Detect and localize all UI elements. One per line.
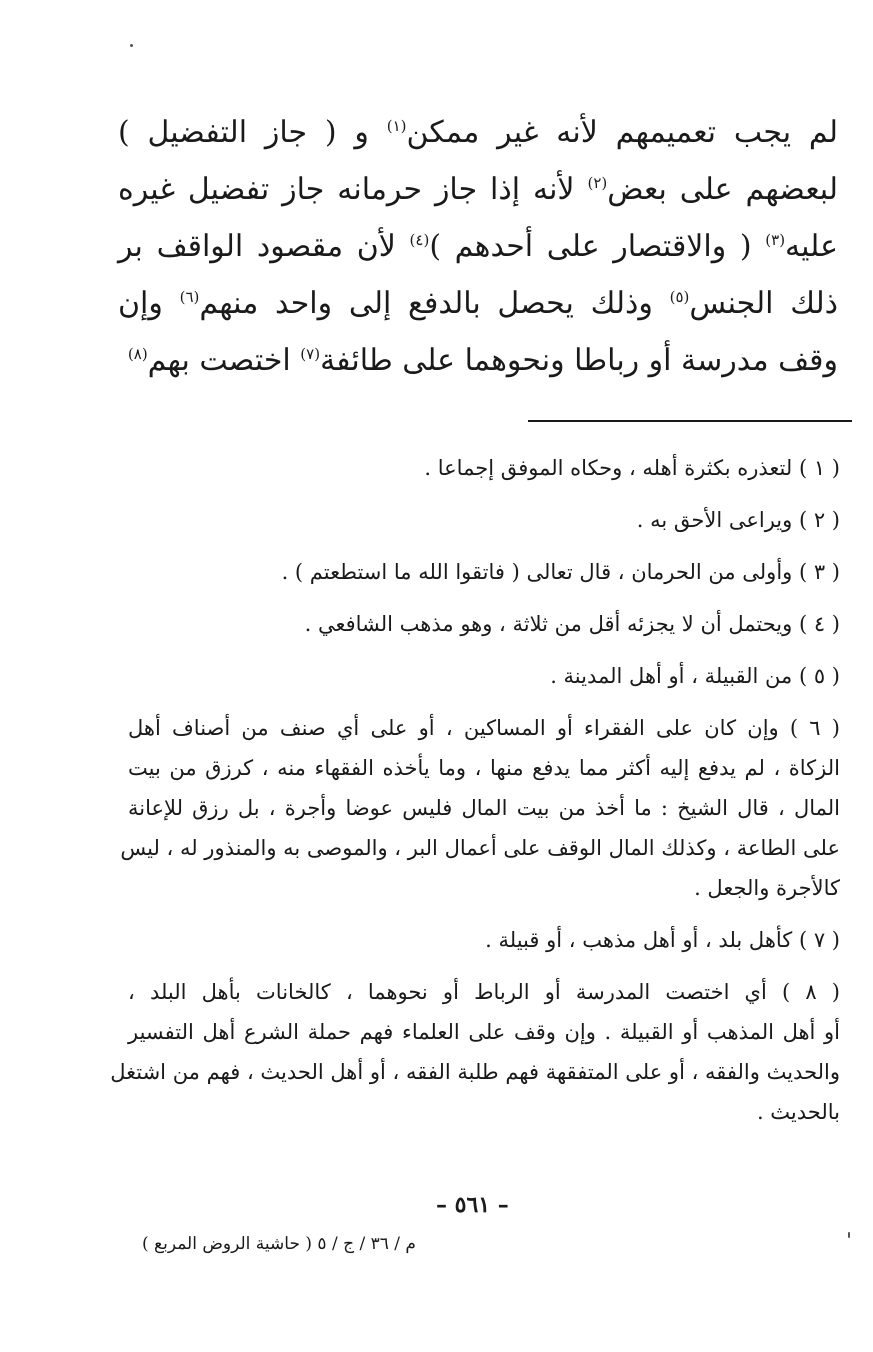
footnote-8	[110, 972, 840, 1132]
footnote-1-line-1: ( ١ ) لتعذره بكثرة أهله ، وحكاه الموفق إجماعا .	[424, 456, 840, 480]
footnote-1	[128, 448, 840, 488]
main-line-4-after: وذلك يحصل بالدفع إلى واحد منهم	[199, 286, 670, 321]
main-line-5-after: اختصت بهم	[147, 343, 301, 378]
footnote-8-line-4: بالحديث .	[756, 1100, 840, 1124]
footnote-6-line-1: ( ٦ ) وإن كان على الفقراء أو المساكين ، أو على أي صنف من أصناف أهل	[128, 716, 840, 740]
footnote-8-line-3: والحديث والفقه ، أو على المتفقهة فهم طلبة الفقه ، أو أهل الحديث ، فهم من اشتغل	[110, 1060, 840, 1084]
main-line-3-after-2: لأن مقصود الواقف بر	[118, 229, 410, 264]
main-line-1-after: و ( جاز التفضيل )	[118, 115, 387, 150]
footnote-marker-2[interactable]: (٢)	[587, 174, 608, 192]
main-line-3-after: ( والاقتصار على أحدهم )	[429, 229, 766, 264]
footnote-3	[128, 552, 840, 592]
footnote-6-line-2: الزكاة ، لم يدفع إليه أكثر مما يدفع منها ، وما يأخذه الفقهاء منه ، كرزق من بيت	[128, 756, 840, 780]
footnote-8-line-1: ( ٨ ) أي اختصت المدرسة أو الرباط أو نحوهما ، كالخانات بأهل البلد ،	[128, 980, 840, 1004]
footnote-7-line-1: ( ٧ ) كأهل بلد ، أو أهل مذهب ، أو قبيلة .	[485, 928, 840, 952]
main-line-2	[118, 161, 838, 218]
footnote-5	[128, 656, 840, 696]
page-number: – ٥٦١ –	[436, 1192, 509, 1218]
footnote-4	[128, 604, 840, 644]
footnote-4-line-1: ( ٤ ) ويحتمل أن لا يجزئه أقل من ثلاثة ، وهو مذهب الشافعي .	[304, 612, 840, 636]
footnote-marker-1[interactable]: (١)	[386, 117, 407, 135]
footnote-7	[128, 920, 840, 960]
main-line-5-text: وقف مدرسة أو رباطا ونحوهما على طائفة	[320, 343, 838, 378]
main-line-1	[118, 104, 838, 161]
main-line-1-text: لم يجب تعميمهم لأنه غير ممكن	[406, 115, 838, 150]
main-line-4	[118, 275, 838, 332]
running-footer: م / ٣٦ / ج / ٥ ( حاشية الروض المربع )	[142, 1234, 416, 1254]
footnote-marker-3[interactable]: (٣)	[765, 231, 786, 249]
footnote-marker-6[interactable]: (٦)	[179, 288, 200, 306]
footnote-8-line-2: أو أهل المذهب أو القبيلة . وإن وقف على العلماء فهم حملة الشرع أهل التفسير	[128, 1020, 840, 1044]
footnote-6	[120, 708, 840, 908]
main-line-3-text: عليه	[785, 229, 839, 264]
footnote-6-line-4: على الطاعة ، وكذلك المال الوقف على أعمال البر ، والموصى به والمنذور له ، ليس	[120, 836, 840, 860]
main-line-2-after: لأنه إذا جاز حرمانه جاز تفضيل غيره	[118, 172, 588, 207]
footnote-marker-7[interactable]: (٧)	[300, 345, 321, 363]
paper-speck	[130, 44, 133, 47]
footnote-6-line-5: كالأجرة والجعل .	[694, 876, 840, 900]
main-line-4-text: ذلك الجنس	[689, 286, 838, 321]
footnote-marker-5[interactable]: (٥)	[669, 288, 690, 306]
footnote-divider	[528, 420, 852, 422]
footnote-marker-4[interactable]: (٤)	[409, 231, 430, 249]
main-line-5	[118, 332, 838, 389]
main-line-2-text: لبعضهم على بعض	[607, 172, 838, 207]
main-line-4-after-2: وإن	[118, 286, 180, 321]
paper-speck	[848, 1232, 850, 1238]
footnote-5-line-1: ( ٥ ) من القبيلة ، أو أهل المدينة .	[550, 664, 840, 688]
main-text	[118, 104, 838, 389]
footnote-2	[128, 500, 840, 540]
footnote-marker-8[interactable]: (٨)	[127, 345, 148, 363]
footnote-6-line-3: المال ، قال الشيخ : ما أخذ من بيت المال فليس عوضا وأجرة ، بل رزق للإعانة	[128, 796, 840, 820]
main-line-3	[118, 218, 838, 275]
footnote-2-line-1: ( ٢ ) ويراعى الأحق به .	[636, 508, 840, 532]
footnotes	[110, 448, 840, 1144]
footnote-3-line-1: ( ٣ ) وأولى من الحرمان ، قال تعالى ( فاتقوا الله ما استطعتم ) .	[281, 560, 840, 584]
